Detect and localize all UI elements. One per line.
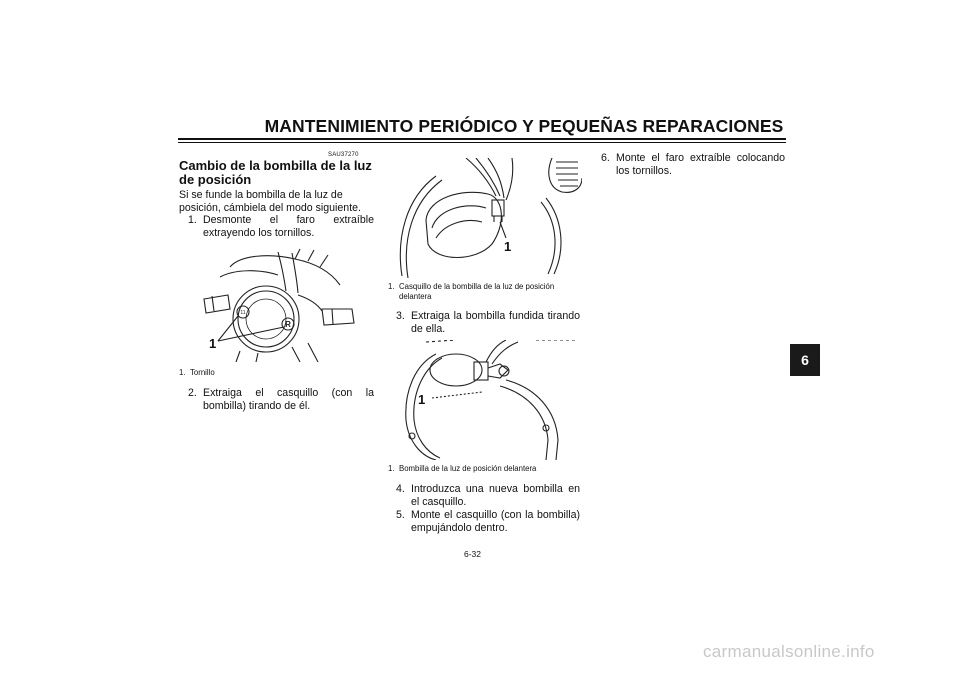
step-number: 1.: [188, 214, 197, 226]
step-text: Monte el faro extraíble colocando los tornillos.: [616, 152, 785, 177]
step-number: 3.: [396, 310, 405, 322]
caption-text: Tornillo: [190, 368, 215, 377]
step-6: [601, 152, 785, 180]
step-number: 6.: [601, 152, 610, 164]
page-title: MANTENIMIENTO PERIÓDICO Y PEQUEÑAS REPARACIONES: [264, 116, 784, 136]
section-heading: Cambio de la bombilla de la luz de posición: [179, 158, 372, 187]
title-rule: [178, 138, 786, 140]
figure-1-callout: 1: [209, 336, 217, 351]
step-text: Extraiga la bombilla fundida tirando de ella.: [411, 310, 580, 335]
step-text: Introduzca una nueva bombilla en el casquillo.: [411, 483, 580, 508]
section-code: SAU37270: [328, 152, 359, 158]
page-number: 6-32: [464, 549, 482, 559]
caption-number: 1.: [388, 282, 395, 291]
svg-text:R: R: [285, 320, 291, 329]
step-number: 2.: [188, 387, 197, 399]
figure-bulb-socket: [396, 158, 582, 280]
step-number: 4.: [396, 483, 405, 495]
intro-text: Si se funde la bombilla de la luz de posición, cámbiela del modo siguiente.: [179, 189, 361, 214]
figure-headlight-screws: [200, 247, 360, 362]
step-number: 5.: [396, 509, 405, 521]
step-text: Desmonte el faro extraíble extrayendo los tornillos.: [203, 214, 374, 239]
svg-text:11: 11: [240, 310, 246, 316]
step-2: [188, 387, 374, 415]
title-rule-thin: [178, 142, 786, 143]
chapter-tab: 6: [790, 344, 820, 376]
caption-number: 1.: [388, 464, 395, 473]
step-text: Monte el casquillo (con la bombilla) empujándolo dentro.: [411, 509, 580, 534]
watermark: carmanualsonline.info: [703, 642, 875, 661]
figure-2-callout: 1: [504, 239, 512, 254]
figure-position-bulb: [396, 340, 582, 460]
step-5: [396, 509, 580, 537]
caption-text: Bombilla de la luz de posición delantera: [399, 464, 537, 473]
caption-number: 1.: [179, 368, 186, 377]
step-1: [188, 214, 374, 242]
step-3: [396, 310, 580, 338]
step-text: Extraiga el casquillo (con la bombilla) tirando de él.: [203, 387, 374, 412]
step-4: [396, 483, 580, 511]
caption-text: Casquillo de la bombilla de la luz de posición delantera: [399, 282, 555, 301]
figure-3-callout: 1: [418, 392, 426, 407]
